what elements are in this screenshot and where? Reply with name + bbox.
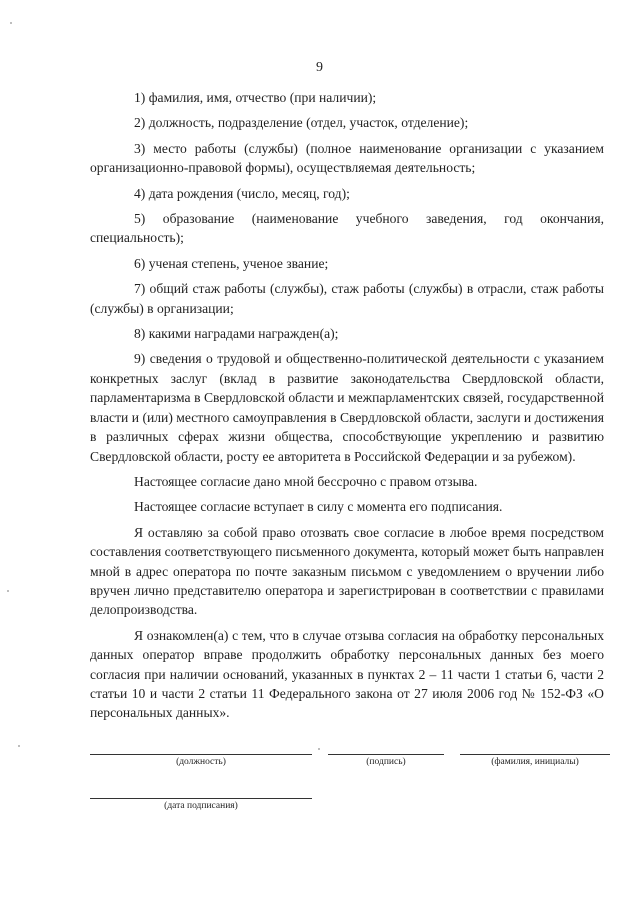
consent-effective-paragraph: Настоящее согласие вступает в силу с момента его подписания. (134, 499, 503, 515)
document-body (90, 88, 604, 729)
item-full-name: 1) фамилия, имя, отчество (при наличии); (134, 90, 377, 105)
date-signature-line (90, 798, 312, 799)
item-activity-info: 9) сведения о трудовой и общественно-политической деятельности с указанием конкретных заслуг (вклад в развитие законодательства Свердловской области, парламентаризма в Свердловской области и межпарламентских связей, государственной власти и (или) местного самоуправления в Свердловской области, заслуги и достижения в различных сферах жизни общества, способствующие укреплению и развитию Свердловской области, росту ее авторитета в Российской Федерации и за рубежом). (90, 351, 604, 464)
item-birth-date: 4) дата рождения (число, месяц, год); (134, 185, 350, 201)
signature-caption: (подпись) (366, 757, 406, 767)
name-signature-line (460, 754, 610, 755)
scan-speck (18, 745, 20, 747)
consent-term-paragraph: Настоящее согласие дано мной бессрочно с правом отзыва. (134, 473, 478, 489)
revocation-right-paragraph: Я оставляю за собой право отозвать свое согласие в любое время посредством составления соответствующего письменного документа, который может быть направлен мной в адрес оператора по почте заказным письмом с уведомлением о вручении либо вручен лично представителю оператора и зарегистрирован в соответствии с правилами делопроизводства. (90, 524, 604, 618)
item-awards: 8) какими наградами награжден(а); (134, 326, 339, 342)
acknowledgement-paragraph: Я ознакомлен(а) с тем, что в случае отзыва согласия на обработку персональных данных оператор вправе продолжить обработку персональных данных без моего согласия при наличии оснований, указанных в пунктах 2 – 11 части 1 статьи 6, части 2 статьи 10 и части 2 статьи 11 Федерального закона от 27 июля 2006 год № 152-ФЗ «О персональных данных». (90, 627, 604, 721)
item-workplace: 3) место работы (службы) (полное наименование организации с указанием организационно-правовой формы), осуществляемая деятельность; (90, 140, 604, 176)
scan-speck (10, 22, 12, 24)
page-number: 9 (316, 60, 323, 75)
date-caption: (дата подписания) (164, 801, 238, 811)
item-position: 2) должность, подразделение (отдел, участок, отделение); (134, 115, 469, 131)
item-academic-degree: 6) ученая степень, ученое звание; (134, 255, 329, 271)
scan-speck (7, 590, 9, 592)
position-signature-line (90, 754, 312, 755)
name-caption: (фамилия, инициалы) (491, 757, 579, 767)
item-education: 5) образование (наименование учебного заведения, год окончания, специальность); (90, 211, 604, 246)
scan-speck (318, 748, 320, 750)
position-caption: (должность) (176, 757, 226, 767)
item-work-experience: 7) общий стаж работы (службы), стаж работы (службы) в отрасли, стаж работы (службы) в организации; (90, 281, 604, 316)
signature-line (328, 754, 444, 755)
